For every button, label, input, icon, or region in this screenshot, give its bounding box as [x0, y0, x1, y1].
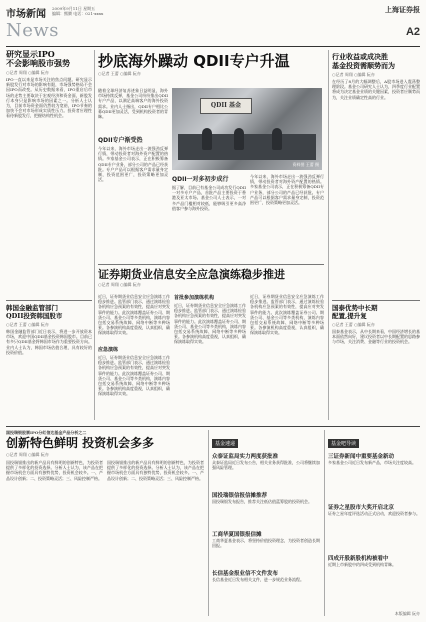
news-wordmark: News [6, 20, 60, 41]
main-subhead-1: QDII专户渐受热 [98, 137, 143, 144]
secondary-subhead: 首批参加演练机构 [174, 295, 215, 301]
secondary-headline-block [98, 268, 324, 290]
main-headline-block [98, 52, 328, 82]
main-body-1: 今年以来，海外市场走出一波强劲反弹行情，带动投资者对海外资产配置的热情。多家基金公司表示，正在积极筹备QDII专户业务，部分公司的产品已经获批。专户产品可以根据客户需求量身定制，投资范围更广，投资策略更加灵活。 [98, 146, 168, 183]
main-body-2: 据了解，目前已有基金公司成功发行QDII一对多专户产品，首批产品主要投资于香港及亚太市场。基金公司人士表示，一对多产品门槛相对较低，能够吸引更多高净值客户参与海外投资。 [172, 185, 246, 211]
bottom-right-list [328, 452, 420, 592]
masthead [6, 4, 420, 48]
list-item-title: 长信基金报业信不文件发布 [212, 571, 279, 577]
bottom-mid-list [212, 452, 320, 605]
main-col-1 [98, 88, 168, 258]
secondary-body-2: 近日，证券期货业信息安全应急演练工作稳步推进。监管部门表示，通过演练检验各机构应急预案的有效性，提高应对突发事件的能力。此次演练覆盖证券公司、期货公司、基金公司等多类机构，演练内容包括交易系统故障、网络中断等多种场景。各参演机构高度重视，认真组织，确保演练取得实效。 [98, 355, 170, 397]
photo-person [272, 128, 282, 150]
list-item [328, 503, 420, 551]
list-item-title: 证券之星股市大奖开启北京 [328, 505, 395, 511]
main-col-2 [172, 174, 246, 260]
left-column-rule [94, 50, 95, 420]
left-mid-body: 韩国金融监管部门近日表示，将进一步开放资本市场，欢迎中国QDII基金投资韩国股市。目前已有多只QDII基金将韩国市场作为重要投资方向。业内人士认为，韩国市场估值合理，具有较好的投资价值。 [6, 329, 92, 355]
secondary-col-2 [174, 294, 246, 412]
photo-sign: QDII 基金 [200, 98, 252, 114]
bottom-rule-1 [208, 430, 209, 616]
list-item-body: 众泰证监局近日发布公告，相关业务获得批准，公司将继续加强风险管理。 [212, 460, 320, 471]
main-headline: 抄底海外躁动 QDII专户升温 [98, 52, 290, 70]
secondary-headline: 证券期货业信息安全应急演练稳步推进 [98, 268, 285, 281]
right-top-body: 在经历了8月的大幅调整后，A股市场进入震荡整理阶段。基金公司研究人士认为，四季度行业配置将成为决定基金业绩的关键因素，投资者应顺势而为，关注业绩确定性高的行业。 [332, 79, 420, 100]
right-mid-body: 国泰基金表示，从中长期来看，中国经济增长的基本面依然向好，建议投资者以中长期配置的思路参与市场，关注消费、金融等行业的投资机会。 [332, 329, 420, 345]
newspaper-brand: 上海证券报 [385, 5, 420, 14]
bottom-left-headline: 创新特色鲜明 投资机会多多 [6, 436, 155, 450]
right-mid-byline: ○记者 王蕾 ○编辑 阮亦 [332, 322, 375, 327]
bottom-right-column [328, 430, 420, 616]
main-photo [172, 88, 322, 170]
list-item-body: 工商华夏基金表示，将坚持价值投资理念，为投资者创造长期回报。 [212, 538, 320, 549]
page-footer: 本版编辑 阮亦 [394, 611, 420, 616]
photo-person [234, 128, 244, 150]
bottom-right-tag: 基金吧导读 [328, 439, 359, 448]
bottom-left-body-1: 国投瑞银推出的新产品具有鲜明的创新特色，为投资者提供了多样化的投资选择。分析人士认为，该产品在把握市场机会方面具有独特优势，投资机会较多。一、产品设计创新；二、投资策略灵活；三、风险控制严格。 [6, 460, 103, 481]
main-col-3 [250, 174, 324, 260]
left-mid-headline: 韩国金融监管部门 QDII投资韩国股市 [6, 304, 63, 320]
list-item [328, 452, 420, 500]
right-top-headline: 行业收益或成决胜 基金投资需顺势而为 [332, 52, 395, 70]
list-item-title: 四成开股新股机构被看中 [328, 556, 389, 562]
list-item-title: 工商华夏国银报信摊 [212, 532, 262, 538]
list-item-title: 众泰证监局实力两度获批准 [212, 454, 279, 460]
secondary-body-3: 近日，证券期货业信息安全应急演练工作稳步推进。监管部门表示，通过演练检验各机构应急预案的有效性，提高应对突发事件的能力。此次演练覆盖证券公司、期货公司、基金公司等多类机构，演练内容包括交易系统故障、网络中断等多种场景。各参演机构高度重视，认真组织，确保演练取得实效。 [174, 303, 246, 345]
section-title: 市场新闻 [6, 9, 46, 20]
left-top-body: IPO一直以来是市场关注的焦点问题。研究显示新股发行对市场的影响有限，市场强势格局不会因IPO而改变。从历史数据来看，IPO重启后市场的走势主要取决于宏观经济和资金面，新股发行本身只是影响市场的因素之一。分析人士认为，目前市场资金面仍然较为宽裕，IPO节奏的加快不会对市场形成实质性压力。投资者应理性看待新股发行，把握结构性机会。 [6, 77, 92, 119]
list-item-body: 近期上市新股中约四成受到机构青睐。 [328, 562, 396, 567]
bottom-left-article [6, 430, 204, 616]
bottom-rule-2 [324, 430, 325, 616]
lower-section-rule [6, 426, 420, 427]
list-item-body: 证券之星年度评选活动正式启动，欢迎投资者参与。 [328, 511, 420, 516]
right-top-byline: ○记者 周翔 ○编辑 阮亦 [332, 72, 375, 77]
list-item-title: 三证券新闻中重要基金新动 [328, 454, 395, 460]
right-top-article [332, 52, 420, 252]
list-item [212, 491, 320, 527]
main-bottom-rule [98, 264, 324, 265]
secondary-col-1 [98, 294, 170, 412]
secondary-subhead-a: 应急演练 [98, 347, 119, 353]
masthead-rule [6, 46, 420, 47]
list-item [212, 452, 320, 488]
issue-meta: 2009年9月11日 星期五 编辑：熊腾 电话：021-xxxx [52, 6, 104, 16]
right-mid-article [332, 304, 420, 420]
right-mid-headline: 国泰优势中长期 配置,提升复 [332, 304, 378, 320]
list-item-title: 国投瑞银信报信摊推荐 [212, 493, 268, 499]
left-divider [6, 300, 92, 301]
right-column-rule [328, 50, 329, 420]
page-number: A2 [405, 26, 420, 38]
bottom-left-body-2: 国投瑞银推出的新产品具有鲜明的创新特色，为投资者提供了多样化的投资选择。分析人士认为，该产品在把握市场机会方面具有独特优势，投资机会较多。一、产品设计创新；二、投资策略灵活；三、风险控制严格。 [107, 460, 204, 481]
bottom-left-byline: ○记者 周翔 ○编辑 阮亦 [6, 452, 49, 457]
main-subhead-2: QDII一对多初步成行 [172, 176, 229, 183]
left-top-headline: 研究显示IPO 不会影响股市强势 [6, 49, 70, 68]
list-item-body: 多家基金公司近日发布新产品，市场关注度较高。 [328, 460, 416, 465]
bottom-left-kicker: 国投瑞银股票IPO分红信达基金产品分析之二 [6, 430, 87, 435]
list-item [212, 530, 320, 566]
list-item-body: 长信基金近日发布相关文件，进一步规范业务流程。 [212, 577, 304, 582]
bottom-mid-tag: 基金速递 [212, 439, 238, 448]
list-item [212, 569, 320, 605]
photo-caption: 资料图 王蕾 摄 [292, 162, 319, 167]
bottom-mid-column [212, 430, 320, 616]
main-byline: ○记者 王蕾 ○编辑 阮亦 [98, 71, 141, 76]
secondary-body-1: 近日，证券期货业信息安全应急演练工作稳步推进。监管部门表示，通过演练检验各机构应急预案的有效性，提高应对突发事件的能力。此次演练覆盖证券公司、期货公司、基金公司等多类机构，演练内容包括交易系统故障、网络中断等多种场景。各参演机构高度重视，认真组织，确保演练取得实效。 [98, 294, 170, 336]
photo-counter [178, 134, 316, 160]
left-mid-article [6, 304, 92, 424]
list-item-body: 国投瑞银发布报告，推荐关注低估值蓝筹股的投资机会。 [212, 499, 312, 504]
secondary-body-4: 近日，证券期货业信息安全应急演练工作稳步推进。监管部门表示，通过演练检验各机构应急预案的有效性，提高应对突发事件的能力。此次演练覆盖证券公司、期货公司、基金公司等多类机构，演练内容包括交易系统故障、网络中断等多种场景。各参演机构高度重视，认真组织，确保演练取得实效。 [250, 294, 324, 336]
left-top-byline: ○记者 周翔 ○编辑 阮亦 [6, 70, 49, 75]
right-divider [332, 300, 420, 301]
main-intro: 随着全球经济复苏迹象日益明显，海外市场持续反弹，基金公司纷纷推出QDII专户产品，以满足高端客户的海外投资需求。业内人士指出，QDII专户相比公募QDII更加灵活，受到机构投资者的青睐。 [98, 88, 168, 120]
list-item [328, 554, 420, 592]
left-mid-byline: ○记者 王蕾 ○编辑 阮亦 [6, 322, 49, 327]
photo-person [202, 128, 212, 150]
main-body-3: 今年以来，海外市场走出一波强劲反弹行情，带动投资者对海外资产配置的热情。多家基金公司表示，正在积极筹备QDII专户业务，部分公司的产品已经获批。专户产品可以根据客户需求量身定制，投资范围更广，投资策略更加灵活。 [250, 174, 324, 206]
secondary-col-3 [250, 294, 324, 412]
left-top-article [6, 50, 92, 200]
secondary-byline: ○记者 周翔 ○编辑 阮亦 [98, 282, 141, 287]
